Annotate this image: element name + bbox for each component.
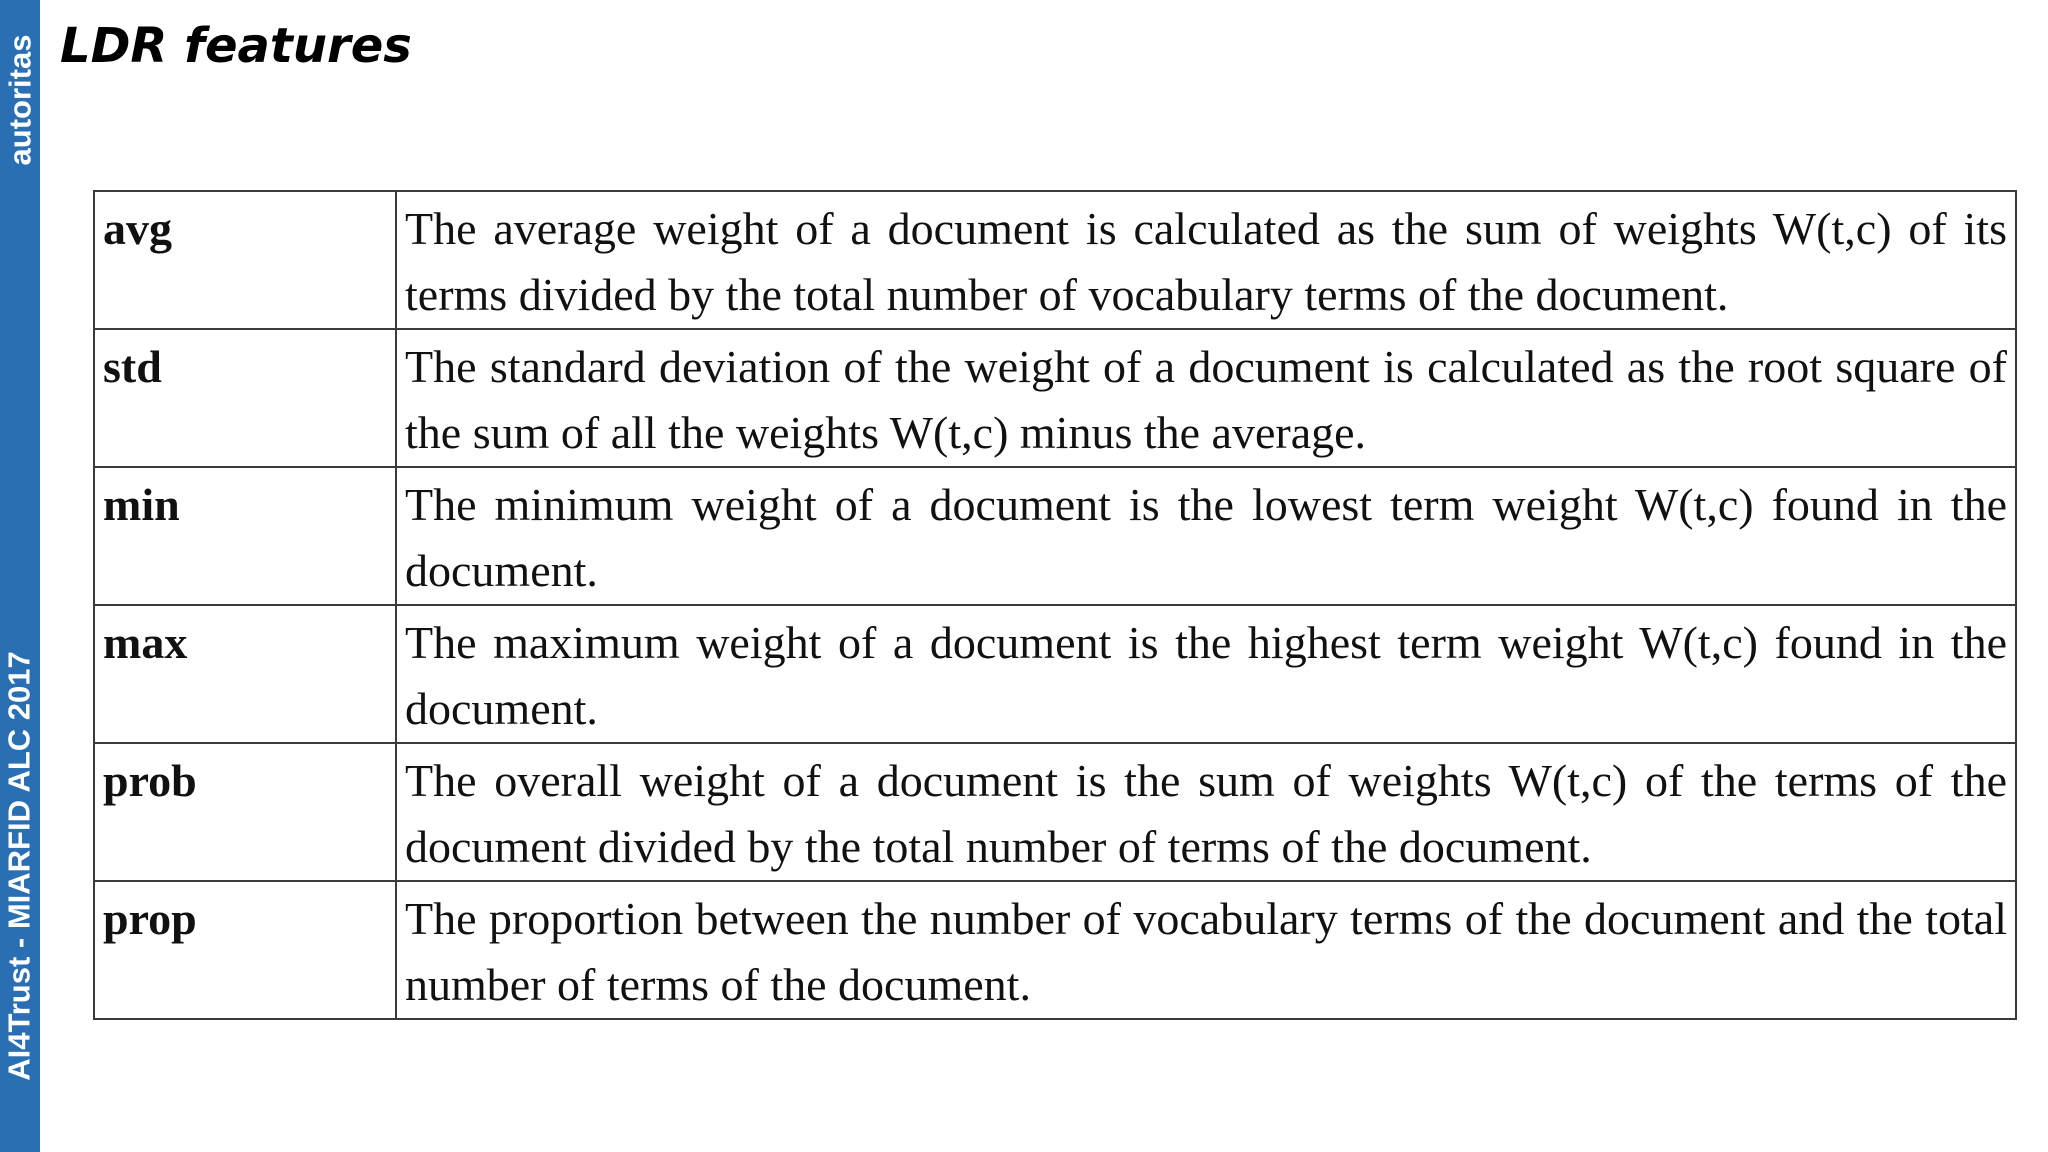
page-title: LDR features (60, 18, 412, 74)
feature-description-cell: The standard deviation of the weight of a document is calculated as the root square of the sum of all the weights W(t,c) minus the average. (396, 329, 2016, 467)
feature-name-cell: prop (94, 881, 396, 1019)
table-row (94, 605, 2016, 743)
feature-name-cell: min (94, 467, 396, 605)
features-table-container (93, 190, 2017, 1020)
feature-description-cell: The average weight of a document is calculated as the sum of weights W(t,c) of its terms divided by the total number of vocabulary terms of the document. (396, 191, 2016, 329)
feature-description-cell: The overall weight of a document is the sum of weights W(t,c) of the terms of the document divided by the total number of terms of the document. (396, 743, 2016, 881)
feature-description-cell: The maximum weight of a document is the highest term weight W(t,c) found in the document. (396, 605, 2016, 743)
table-row (94, 467, 2016, 605)
table-row (94, 743, 2016, 881)
features-table (93, 190, 2017, 1020)
sidebar-event-label: AI4Trust - MIARFID ALC 2017 (2, 651, 38, 1081)
feature-name-cell: avg (94, 191, 396, 329)
table-row (94, 881, 2016, 1019)
feature-description-cell: The minimum weight of a document is the lowest term weight W(t,c) found in the document. (396, 467, 2016, 605)
table-row (94, 191, 2016, 329)
sidebar-brand (0, 0, 40, 200)
sidebar-event (0, 580, 40, 1152)
feature-description-cell: The proportion between the number of vocabulary terms of the document and the total number of terms of the document. (396, 881, 2016, 1019)
feature-name-cell: prob (94, 743, 396, 881)
sidebar-brand-label: autoritas (2, 34, 38, 166)
feature-name-cell: std (94, 329, 396, 467)
sidebar (0, 0, 40, 1152)
feature-name-cell: max (94, 605, 396, 743)
table-row (94, 329, 2016, 467)
